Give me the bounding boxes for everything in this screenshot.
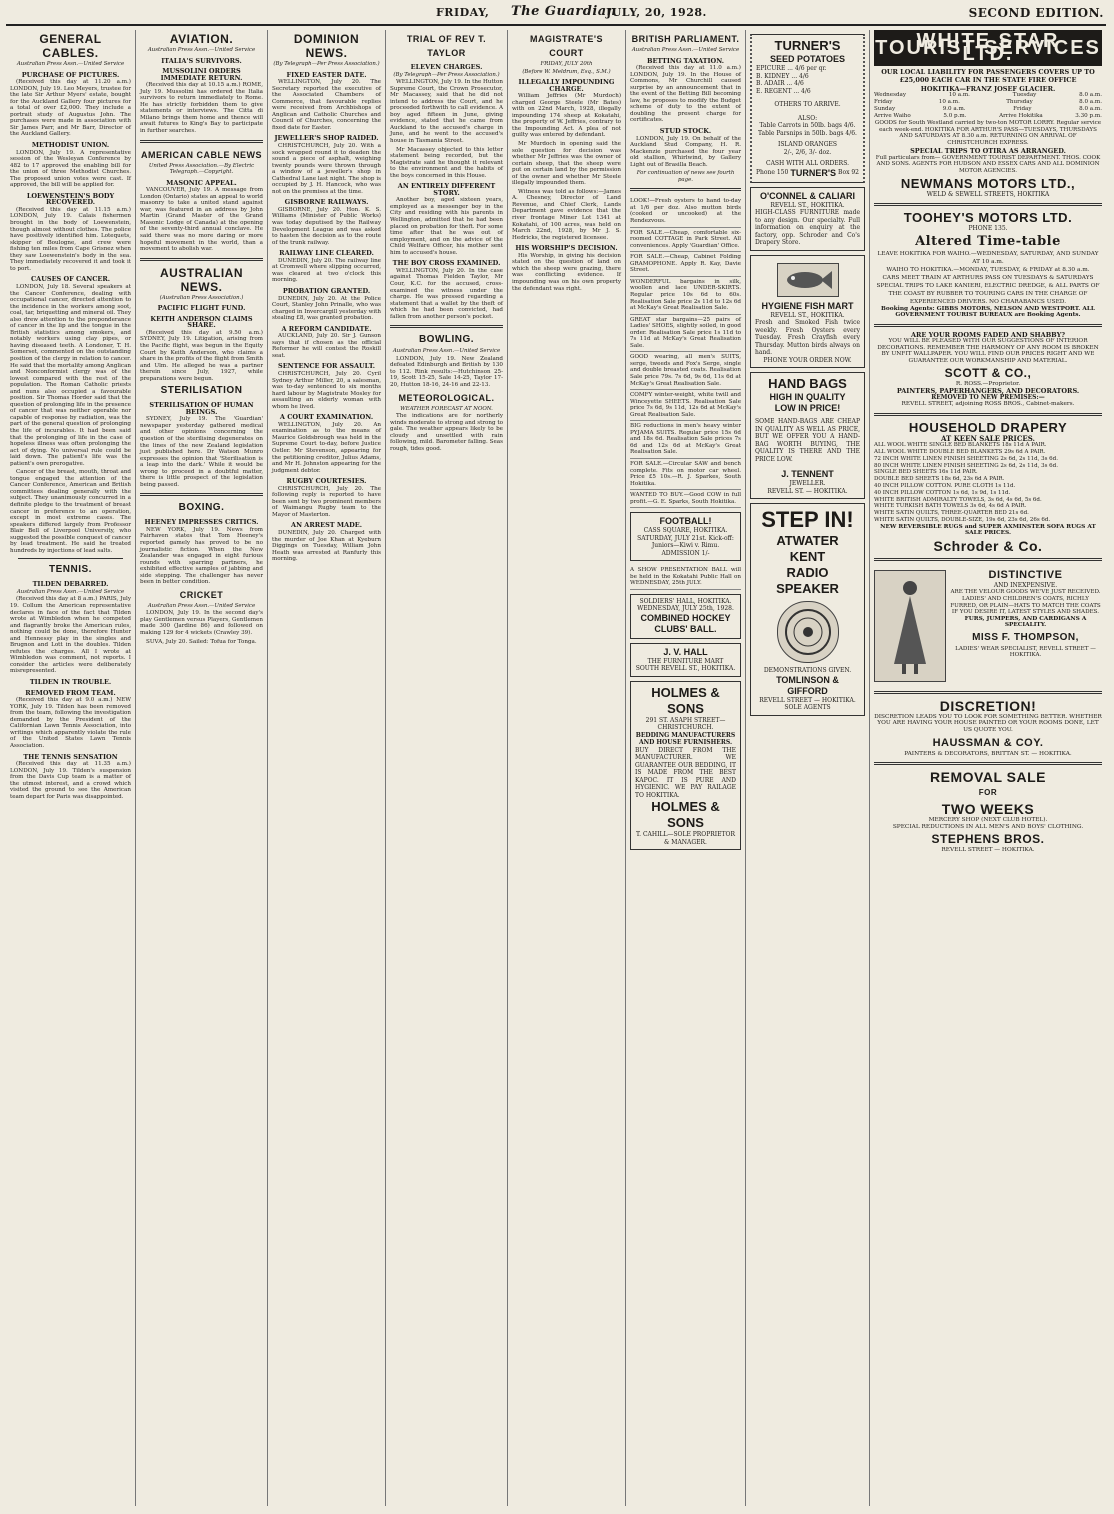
turner-oranges: ISLAND ORANGES [777, 141, 838, 148]
tennent-title: J. TENNENT [781, 469, 834, 479]
otira-text: SPECIAL TRIPS TO OTIRA AS ARRANGED. [910, 147, 1066, 156]
tomlinson-title: TOMLINSON & GIFFORD [776, 674, 839, 696]
story-text: SUVA, July 20. Sailed: Tofua for Tonga. [146, 638, 257, 645]
route-title: HOKITIKA—FRANZ JOSEF GLACIER. [920, 84, 1056, 93]
heading-magistrates-court: MAGISTRATE'S COURT [530, 34, 603, 58]
fish-text: Fresh and Smoked Fish twice weekly. Fresh Oysters every Tuesday. Fresh Crayfish every Thursday. Mutton birds always on hand. [755, 319, 860, 356]
drapery-item: WHITE TURKISH BATH TOWELS 3s 6d, 4s 6d A PAIR. [874, 503, 1027, 510]
tt-time: 9.0 a.m. [942, 106, 966, 113]
column-ads-motors [870, 30, 1106, 1506]
turner-item: B. ADAIR ... 4/6 [756, 80, 804, 87]
toohey-phone: PHONE 135. [968, 225, 1008, 233]
tennis-sensation: THE TENNIS SENSATION [23, 752, 118, 761]
fish-address: REVELL ST., HOKITIKA. [770, 311, 845, 319]
distinctive-title: DISTINCTIVE [988, 568, 1063, 581]
story-text: LONDON, July 19. In the second day's play Gentlemen versus Players, Gentlemen made 300 (Jardine 86) and followed on making 129 for 4 wickets (Crawley 39). [140, 610, 263, 636]
classified-ad: BIG reductions in men's heavy winter PYJAMA SUITS. Regular price 15s 6d and 18s 6d. Realisation Sale prices 7s 6d and 12s 6d at McKay's Great Realisation Sale. [630, 421, 741, 459]
classified-ad: GOOD wearing, all men's SUITS, serge, tweeds and Fox's Serge, single and double breasted coats. Realisation Sale price 79s. 7s 6d, 9s 6d, 11s 6d at McKay's Great Realisation Sale. [630, 352, 741, 390]
credit: (By Telegraph—Per Press Association.) [393, 71, 500, 78]
faded-text: YOU WILL BE PLEASED WITH OUR SUGGESTIONS OF INTERIOR DECORATIONS. REMEMBER THE HARMONY OF ANY ROOM IS BROKEN BY UNFIT WALLPAPER. YOU WILL FIND OUR PRICES RIGHT AND WE GUARANTEE OUR WORKMANSHIP AND MATERIAL. [877, 338, 1099, 364]
story-title: METHODIST UNION. [31, 141, 110, 150]
discretion-text: DISCRETION LEADS YOU TO LOOK FOR SOMETHING BETTER. WHETHER YOU ARE HAVING YOUR HOUSE PAINTED OR YOUR ROOMS DONE, LET US QUOTE YOU. [874, 713, 1102, 733]
story-text: GISBORNE, July 20. Hon. K. S. Williams (Minister of Public Works) was today deputised by the Railway Development League and was asked to hasten the decision as to the route of the trunk railway. [272, 206, 381, 246]
handbags-price: LOW IN PRICE! [774, 403, 841, 413]
heading-bowling: BOWLING. [418, 334, 475, 346]
tennis-text3: (Received this day at 11.35 a.m.) LONDON, July 19. Tilden's suspension from the Davis Cup team is a matter of the utmost interest, and a crowd which visited the ground to see the American team depart for Paris was disappointed. [10, 761, 131, 800]
story-text: William Jeffries (Mr Murdoch) charged George Steele (Mr Bates) with on 22nd March, 1928, illegally impounding 174 sheep at Kokatahi, the property of W. Jeffries, contrary to the Impounding Act. A plea of not guilty was entered by defendant. [512, 93, 621, 139]
holmes-foot: T. CAHILL—SOLE PROPRIETOR & MANAGER. [636, 831, 735, 846]
faded-title: ARE YOUR ROOMS FADED AND SHABBY? [910, 330, 1066, 339]
tt-day: Tuesday [1012, 92, 1037, 99]
story-text: (Received this day at 11.20 a.m.) LONDON, July 19. Leo Meyers, trustee for the late Sir Arthur Myers' estate, bought for the Auckland Gallery four pictures for a total of over £2,000. They include a portrait study of Augustus John. The purchases were made in association with Sir James Parr, and Mr Barr, Director of the Auckland Gallery. [10, 79, 131, 138]
credit: Australian Press Assn.—United Service [392, 348, 501, 355]
classified-ad: A SHOW PRESENTATION BALL will be held in the Kokatahi Public Hall on WEDNESDAY, 25th JULY. [630, 565, 741, 590]
tomlinson-sub: SOLE AGENTS [784, 704, 831, 711]
story-text: Another boy, aged sixteen years, employed as a messenger boy in the City and residing with his parents in Wellington, admitted that he had been placed on probation for theft. For some time after that he was out of employment, and on the advice of the Child Welfare Officer, his mother sent him to accused's house. [390, 197, 503, 256]
columns [6, 30, 1106, 1506]
credit: Australian Press Assn.—United Service [631, 47, 740, 53]
furs-text: FURS, JUMPERS, AND CARDIGANS A SPECIALITY. [964, 615, 1087, 629]
fashion-figure-icon [880, 576, 940, 676]
thompson-sub: LADIES' WEAR SPECIALIST, REVELL STREET — HOKITIKA. [955, 645, 1096, 659]
holmes-address: 291 ST. ASAPH STREET—CHRISTCHURCH. [645, 716, 726, 732]
classified-ad: WONDERFUL bargains in silk, woollen and lace UNDER-SKIRTS. Regular price 10s 6d to 60s. Realisation Sale price 2s 11d to 12s 6d at McKay's Great Realisation Sale. [630, 277, 741, 315]
heading-aviation: AVIATION. [169, 32, 234, 46]
story-title: KEITH ANDERSON CLAIMS SHARE. [150, 314, 253, 330]
turner-title: TURNER'S [790, 167, 836, 178]
hockey-title: COMBINED HOCKEY CLUBS' BALL. [640, 612, 731, 634]
tt-time: 8.0 a.m. [1079, 106, 1102, 113]
story-title: STUD STOCK. [659, 127, 712, 136]
haussman-sub: PAINTERS & DECORATORS, BRITTAN ST. — HOKITIKA. [904, 750, 1072, 757]
atwater-word: SPEAKER [776, 581, 839, 596]
story-text: Mr Macassey objected to this letter statement being recorded, but the Magistrate said he thought it relevant to the environment and the habits of the boys concerned in this House. [390, 146, 503, 179]
drapery-title: HOUSEHOLD DRAPERY [908, 419, 1068, 435]
masthead [6, 4, 1106, 26]
story-text: LONDON, July 19. A representative session of the Wesleyan Conference by 482 to 17 approved the enabling bill for the union of three Methodist Churches. The proposed union votes were cast. If approved, the bill will be applied for. [10, 149, 131, 189]
tt-day: Arrive Hokitika [999, 113, 1043, 120]
story-title: GISBORNE RAILWAYS. [284, 198, 369, 207]
holmes-trade: BEDDING MANUFACTURERS AND HOUSE FURNISHERS. [635, 731, 736, 747]
drapery-item: ALL WOOL WHITE SINGLE BED BLANKETS 18s 11d A PAIR. [874, 442, 1047, 449]
tennis-sub: TILDEN DEBARRED. [32, 580, 109, 589]
heading-american-cables: AMERICAN CABLE NEWS [141, 149, 262, 160]
tt-time: 3.30 p.m. [1075, 113, 1102, 120]
story-text: Mr Murdoch in opening said the sole question for decision was whether Mr Jeffries was the owner of certain sheep, that the sheep were put on certain land by the permission of the owner and whether Mr Steele illegally impounded them. [512, 141, 621, 187]
tt-time: 8.0 a.m. [1079, 92, 1102, 99]
credit: FRIDAY, JULY 20th [540, 61, 593, 67]
story-text: DUNEDIN, July 20. At the Police Court, Stanley John Prinalle, who was charged in Invercargill yesterday with stealing £8, was granted probation. [272, 295, 381, 322]
story-title: HEENEY IMPRESSES CRITICS. [144, 518, 259, 527]
masthead-edition: SECOND EDITION. [968, 6, 1104, 20]
column-taylor-trial [386, 30, 508, 1506]
atwater-word: KENT [789, 549, 826, 564]
tomlinson-address: REVELL STREET — HOKITIKA. [759, 696, 856, 704]
step-in-headline: STEP IN! [761, 507, 854, 532]
goods-text: GOODS for South Westland carried by two-ton MOTOR LORRY. Regular service each week-end. HOKITIKA FOR ARTHUR'S PASS—TUESDAYS, THURSDAYS AND SATURDAYS AT 8.30 a.m. RETURNING ON ARRIVAL OF CHRISTCHURCH EXPRESS. [874, 120, 1102, 146]
column-aviation [136, 30, 268, 1506]
drapery-item: ALL WOOL WHITE DOUBLE BED BLANKETS 29s 6d A PAIR. [874, 449, 1046, 456]
turner-also: ALSO: [797, 114, 818, 122]
story-text: CHRISTCHURCH, July 20. With a sock wrapped round it to deaden the sound a piece of asphalt, weighing twenty pounds were thrown through a window of a jeweller's shop in Cathedral Lane last night. The shop is occupied by J. H. Hancock, who was not on the premises at the time. [272, 143, 381, 195]
story-title: BETTING TAXATION. [646, 56, 725, 65]
tt-day: Sunday [874, 106, 896, 113]
classified-ad: WANTED TO BUY.—Good COW in full profit.—G. E. Sparks, South Hokitika. [630, 490, 741, 508]
classified-ad: FOR SALE.—Circular SAW and bench complete. Fits on motor car wheel. Price £5 10s.—R. J. Sparkes, South Hokitika. [630, 459, 741, 490]
turner-also-text: Table Carrots in 50lb. bags 4/6. Table Parsnips in 50lb. bags 4/6. [758, 122, 857, 137]
haussman-title: HAUSSMAN & COY. [932, 736, 1044, 749]
story-title: MASONIC APPEAL. [166, 178, 237, 187]
removal-special: SPECIAL REDUCTIONS IN ALL MEN'S AND BOYS' CLOTHING. [892, 823, 1084, 830]
speaker-icon [783, 607, 833, 657]
handbags-title: HAND BAGS [768, 376, 847, 391]
heading-taylor-trial: TRIAL OF REV T. TAYLOR [406, 34, 487, 58]
hall-sub: THE FURNITURE MART [647, 657, 724, 665]
story-title: ELEVEN CHARGES. [410, 63, 483, 71]
tennent-sub: JEWELLER. [789, 480, 826, 487]
football-ground: CASS SQUARE, HOKITIKA. [643, 527, 728, 535]
scott-address: REVELL STREET, adjoining ROSS BROS., Cabinet-makers. [901, 401, 1075, 408]
heading-british-parliament: BRITISH PARLIAMENT. [631, 34, 740, 44]
liability-text: OUR LOCAL LIABILITY FOR PASSENGERS COVERS UP TO £25,000 EACH CAR IN THE STATE FIRE OFFICE [881, 67, 1095, 84]
tt-day: Wednesday [874, 92, 907, 99]
turner-phone: Phone 150 [756, 169, 789, 177]
story-title: A COURT EXAMINATION. [279, 413, 374, 422]
story-title: CAUSES OF CANCER. [31, 275, 110, 284]
masthead-title: The Guardian [511, 4, 617, 19]
tennis-text2: (Received this day at 9.0 a.m.) NEW YORK, July 19. Tilden has been removed from the team, following the investigation demanded by the President of the Californian Lawn Tennis Association, into writings which apparently violate the rule of the United States Lawn Tennis Association. [10, 697, 131, 749]
oconnel-text: HIGH-CLASS FURNITURE made to any design. Our specialty. Full information on enquiry at the factory, opp. Schroder and Co's Drapery Store. [755, 209, 860, 246]
drapery-item: WHITE SATIN QUILTS, DOUBLE-SIZE, 19s 6d, 23s 6d, 26s 6d. [874, 516, 1051, 523]
tt-day: Friday [874, 99, 893, 106]
story-title: ITALIA'S SURVIVORS. [161, 56, 242, 65]
heading-cricket: CRICKET [179, 589, 224, 600]
story-title: A REFORM CANDIDATE. [281, 324, 372, 333]
drapery-item: WHITE BRITISH ADMIRALTY TOWELS, 3s 6d, 4s 6d, 5s 6d. [874, 496, 1042, 503]
credit: Australian Press Assn.—United Service [16, 61, 125, 67]
toohey-tt: WAIHO TO HOKITIKA.—MONDAY, TUESDAY, & FRIDAY at 8.30 a.m. [886, 266, 1090, 273]
radio-demo: DEMONSTRATIONS GIVEN. [763, 667, 852, 674]
tt-time: 10 a.m. [948, 92, 970, 99]
story-title: FIXED EASTER DATE. [286, 70, 367, 79]
heading-meteorological: METEOROLOGICAL. [398, 392, 495, 403]
holmes-ad [630, 681, 741, 851]
credit: Australian Press Assn.—United Service [147, 602, 256, 609]
story-title: ILLEGALLY IMPOUNDING CHARGE. [518, 78, 615, 93]
story-title: LOEWENSTEIN'S BODY RECOVERED. [26, 191, 115, 207]
story-text: WELLINGTON, July 19. In the Hutton Supreme Court, the Crown Prosecutor, Mr Macassey, said that he did not intend to address the Court, and he proceeded forthwith to call evidence. A boy aged fifteen in June, giving evidence, stated that he came from Auckland to the accused's charge in June, and he went to the accused's house in Tasmania Street. [390, 79, 503, 145]
scott-trade: PAINTERS, PAPERHANGERS, AND DECORATORS. [896, 387, 1080, 396]
oconnel-address: REVELL ST., HOKITIKA. [770, 201, 845, 209]
stephens-address: REVELL STREET — HOKITIKA. [941, 847, 1035, 854]
story-text: (Received this day at 10.15 a.m.) ROME, July 19. Mussolini has ordered the Italia survivors to return immediately to Rome. He has strictly forbidden them to give statements or interviews. The Citta di Milano brings them home and thence will await futures to King's Bay to participate in further searches. [140, 82, 263, 135]
drapery-item: 40 INCH PILLOW COTTON 1s 6d, 1s 9d, 1s 11d. [874, 489, 1011, 496]
oconnel-ad [750, 187, 865, 251]
tt-time: 8.0 a.m. [1079, 99, 1102, 106]
tennis-trouble: TILDEN IN TROUBLE. [29, 678, 112, 687]
story-text: (Received this day at 11.15 a.m.) LONDON, July 19. Calais fishermen brought in the body of Loewenstein, though almost without clothes. The police have positively identified him. Lotequets, skipper of Boulogne, and crew were fishing ten miles from Cape Grisnez when they saw Loewenstein's body in the sea. They immediately recovered it and took it to port. [10, 206, 131, 272]
turner-item: B. KIDNEY ... 4/6 [756, 72, 809, 80]
heading-dominion-news: DOMINION NEWS. [293, 32, 360, 60]
classified-ad: FOR SALE.—Cheap, comfortable six-roomed COTTAGE in Park Street. All conveniences. Apply 'Guardian' Office. [630, 228, 741, 253]
credit: (By Telegraph—Per Press Association.) [273, 61, 380, 67]
heading-tennis: TENNIS. [49, 564, 92, 576]
turner-item: EPICURE ... 4/6 per qr. [756, 65, 827, 72]
football-text: SATURDAY, JULY 21st. Kick-off: Juniors—Kiwi v. Rimu. ADMISSION 1/- [637, 534, 734, 557]
drapery-list [874, 442, 1102, 524]
holmes-title: HOLMES & SONS [651, 799, 720, 831]
white-star-timetable [874, 92, 1102, 120]
radio-ad [750, 503, 865, 716]
hockey-ad [630, 594, 741, 639]
hall-ad [630, 643, 741, 677]
story-text: (Received this day at 11.0 a.m.) LONDON, July 19. In the House of Commons, Mr Churchill caused surprise by an announcement that in the event of the Betting Bill becoming law, he proposes to modify the Budget scheme of duty to the extent of doubling the present charge for certificates. [630, 65, 741, 124]
fish-illustration [777, 263, 839, 297]
fish-phone: PHONE YOUR ORDER NOW. [763, 356, 852, 364]
story-title: PROBATION GRANTED. [282, 286, 371, 295]
story-text: (Received this day at 9.50 a.m.) SYDNEY, July 19. Litigation, arising from the Pacific flight, was begun in the Equity Court by Keith Anderson, who claims a share in the profits of the flight from Smith and Ulm. He alleged he was a partner therein since July, 1927, while preparations were begun. [140, 329, 263, 382]
story-title: MUSSOLINI ORDERS IMMEDIATE RETURN. [160, 67, 243, 82]
scott-removed: REMOVED TO NEW PREMISES:— [931, 393, 1045, 401]
holmes-title: HOLMES & SONS [651, 684, 720, 716]
stephens-title: STEPHENS BROS. [931, 832, 1045, 847]
fashion-illustration [874, 570, 946, 682]
handbags-quality: HIGH IN QUALITY [769, 392, 846, 402]
story-title: RUGBY COURTESIES. [286, 477, 367, 486]
toohey-tt: SPECIAL TRIPS TO LAKE KANIERI, ELECTRIC DREDGE, & ALL PARTS OF THE COAST BY RUBBER TO TOURING CARS IN THE CHARGE OF EXPERIENCED DRIVERS. NO CHARABANCS USED. [876, 282, 1100, 305]
inexpensive-sub: AND INEXPENSIVE. [993, 581, 1058, 589]
turner-cash: CASH WITH ALL ORDERS. [765, 160, 849, 167]
fish-ad [750, 255, 865, 369]
speaker-illustration [777, 601, 839, 663]
credit: (Before W. Meldrum, Esq., S.M.) [522, 68, 611, 75]
classified-ad: LOOK!—Fresh oysters to hand to-day at 1/6 per doz. Also mutton birds (cooked or uncooked) at the Rendezvous. [630, 196, 741, 227]
fish-icon [783, 268, 833, 292]
credit: (Australian Press Association.) [159, 294, 244, 301]
tt-day: Thursday [1006, 99, 1033, 106]
column-dominion-news [268, 30, 386, 1506]
story-text: The indications are for northerly winds moderate to strong and strong to gale. The weather appears likely to be cloudy and unsettled with rain following, mild. Barometer falling. Seas rough, tides good. [390, 413, 503, 452]
story-text: WELLINGTON, July 20. The Secretary reported the executive of the Associated Chambers of Commerce, that favourable replies were received from Archbishops of Anglican and Catholic Churches and Council of Churches, concerning the fixed date for Easter. [272, 79, 381, 131]
heading-australian-news: AUSTRALIAN NEWS. [160, 265, 243, 294]
story-text: NEW YORK, July 19. News from Fairhaven states that Tom Heeney's reported gamely has proved to be no journalistic fiction. When the New Zealander was engaged in eight furious rounds with sparring partners, he exhibited effective samples of jabbing and side stepping. The challenger has never been in better condition. [140, 526, 263, 586]
football-ad [630, 512, 741, 561]
fish-title: HYGIENE FISH MART [761, 300, 854, 311]
story-text: VANCOUVER, July 19. A message from London (Ontario) states an appeal to world masonry to take a united stand against war, was featured in an address by John Martin (Grand Master of the Grand Masonic Lodge of Canada) at the opening of the seventy-third annual conclave. He said there was no more daring or more hopeful movement in the world, than a movement to abolish war. [140, 187, 263, 253]
drapery-item: SINGLE BED SHEETS 16s 11d PAIR. [874, 469, 978, 476]
football-title: FOOTBALL! [659, 516, 712, 527]
drapery-item: 40 INCH PILLOW COTTON. PURE CLOTH 1s 11d. [874, 483, 1016, 489]
hall-address: SOUTH REVELL ST., HOKITIKA. [635, 665, 736, 673]
story-title: AN ENTIRELY DIFFERENT STORY. [397, 182, 496, 197]
footnote: For continuation of news see fourth page. [636, 170, 735, 183]
story-title: JEWELLER'S SHOP RAIDED. [274, 134, 379, 143]
masthead-day: FRIDAY, [436, 6, 490, 19]
atwater-word: RADIO [786, 565, 829, 580]
altered-timetable: Altered Time-table [915, 233, 1061, 249]
story-text: LONDON, July 19. New Zealand defeated Edinburgh and British by 130 to 112. Rink results:—Hutchinson 25-19, Scott 15-25, Sale 14-25, Taylor 17-20, Hutton 18-16, 24-16 and 22-13. [390, 355, 503, 388]
newspaper-page [6, 4, 1106, 1508]
tennis-credit: Australian Press Assn.—United Service [16, 588, 125, 595]
drapery-sub: AT KEEN SALE PRICES. [941, 433, 1035, 443]
column-magistrates-court [508, 30, 626, 1506]
story-text: WELLINGTON, July 20. An examination as to the means of Maurice Goldsbrough was held in the Supreme Court to-day, before Justice Ostler. Mr Stevenson, appearing for the petitioning creditor, Julius Adams, and Mr H. Johnston appearing for the judgment debtor. [272, 421, 381, 474]
hall-title: J. V. HALL [663, 646, 708, 657]
newmans-title: NEWMANS MOTORS LTD., [900, 175, 1076, 191]
removal-for: FOR [978, 788, 998, 798]
atwater-word: ATWATER [776, 533, 839, 548]
drapery-rugs: NEW REVERSIBLE RUGS and SUPER AXMINSTER SOFA RUGS AT SALE PRICES. [880, 523, 1096, 537]
heading-boxing: BOXING. [178, 502, 225, 514]
drapery-item: 80 INCH WHITE LINEN FINISH SHEETING 2s 6d, 2s 11d, 3s 6d. [874, 462, 1058, 469]
tt-day: Arrive Waiho [874, 113, 911, 120]
handbags-ad [750, 372, 865, 499]
story-title: PURCHASE OF PICTURES. [21, 70, 120, 79]
tt-time: 5.0 p.m. [943, 113, 967, 120]
white-star-banner: WHITE STAR TOURIST SERVICES LTD. [875, 30, 1101, 66]
story-title: SENTENCE FOR ASSAULT. [278, 362, 375, 371]
turner-item: E. REGENT ... 4/6 [756, 87, 811, 95]
story-text: WELLINGTON, July 20. In the case against Thomas Fielden Taylor, Mr Cour, K.C. for the accused, cross-examined the witness under the charge. He was pressed regarding a statement that a wallet by the theft of which he had been convicted, had fallen from another person's pocket. [390, 267, 503, 320]
story-title: RAILWAY LINE CLEARED. [279, 249, 374, 258]
story-text: DUNEDIN, July 20. Charged with the murder of Joe Khan at Kyeburn Diggings on Tuesday, William John Heath was arrested at Ranfurly this morning. [272, 530, 381, 563]
story-text: AUCKLAND, July 20. Sir J. Gunson says that if chosen as the official Reformer he will contest the Roskill seat. [272, 333, 381, 359]
handbags-text: SOME HAND-BAGS ARE CHEAP IN QUALITY AS WELL AS PRICE, BUT WE OFFER YOU A HAND-BAG WORTH BUYING, THE QUALITY IS THERE AND THE PRICE LOW. [755, 418, 860, 463]
story-title: THE BOY CROSS EXAMINED. [392, 259, 501, 268]
hockey-date: WEDNESDAY, JULY 25th, 1928. [637, 605, 734, 613]
column-british-parliament [626, 30, 746, 1506]
credit: WEATHER FORECAST AT NOON. [400, 405, 493, 412]
classified-ad: FOR SALE.—Cheap, Cabinet Folding GRAMOPHONE. Apply R. Kay, Davie Street. [630, 252, 741, 277]
discretion-title: DISCRETION! [939, 697, 1037, 714]
tennent-address: REVELL ST. — HOKITIKA. [767, 487, 848, 495]
story-title: HIS WORSHIP'S DECISION. [515, 244, 618, 253]
tt-time: 10 a.m. [938, 99, 960, 106]
scott-prop: R. ROSS.—Proprietor. [955, 381, 1021, 388]
classified-ad: COMFY winter-weight, white twill and Winceyette SHEETS. Realisation Sale price 7s 6d, 9s 11d, 12s 6d at McKay's Great Realisation Sale. [630, 390, 741, 421]
story-text: LONDON, July 18. Several speakers at the Cancer Conference, dealing with occupational cancer, directed attention to the incidence in the workers among soot, coal, tar, briquetting and mineral oil. They also drew attention to the preponderance of cancer in the lip and the tongue in the British statistics among smokers, and notably workers using clay pipes, or having diseased teeth. A Londoner, T. H. Somerset, commented on the outstanding position of the clergy in relation to cancer. He said that the mortality among Anglican and Nonconformist clergy was of the lowest compared with the rest of the population. The Roman Catholic priests and nuns also occupied a favourable position. Sir Thomas Horder said that the question of prolonging life in the presence of cancer that was neither operable nor capable of response by radiation, was the part of the general question of prolonging the life of incurables. It had been said that the prolonging of life in the case of hopeless illness was often prolonging the act of dying. No universal rule could be laid down. The patient's life was the patient's own prerogative. [10, 283, 132, 467]
booking-text: Booking Agents: GIBBS MOTORS, NELSON AND WESTPORT. ALL GOVERNMENT TOURIST BUREAUX are Booking Agents. [880, 305, 1095, 319]
story-text: LONDON, July 19. On behalf of the Auckland Stud Company, H. R. Mackenzie purchased the four year old stallion, Whirlwind, by Gallery Light out of Brasilla Beach. [630, 135, 741, 168]
column-ads-local [746, 30, 870, 1506]
turner-oranges-price: 2/-, 2/6, 3/- doz. [783, 148, 832, 156]
story-text: His Worship, in giving his decision stated on the question of land on which the sheep were grazing, there was conflicting evidence. If impounding was on his own property the defendant was right. [512, 252, 621, 292]
masthead-date: JULY, 20, 1928. [606, 6, 707, 19]
story-text: CHRISTCHURCH, July 20. Cyril Sydney Arthur Miller, 20, a salesman, was to-day sentenced to six months hard labour by Magistrate Mosley for assaulting an elderly woman with whom he lived. [272, 370, 381, 410]
thompson-title: MISS F. THOMPSON, [972, 631, 1079, 643]
scott-title: SCOTT & CO., [944, 366, 1032, 381]
story-title: PACIFIC FLIGHT FUND. [157, 304, 246, 313]
removal-weeks: TWO WEEKS [941, 801, 1035, 818]
story-title: STERILISATION OF HUMAN BEINGS. [149, 401, 254, 416]
classified-ad: GREAT star bargains—25 pairs of Ladies' SHOES, slightly soiled, in good order. Realisation Sale price 1s 11d to 7s 11d at McKay's Great Realisation Sale. [630, 315, 741, 353]
turner-sub: SEED POTATOES [769, 54, 845, 64]
story-text: Cancer of the breast, mouth, throat and tongue engaged the attention of the Cancer Conference, American and British committees dealing generally with the subject. They unanimously concurred in a definite pledge to the treatment of breast cancer in preference to an operation, except in most extreme cases. The speakers differed largely from Professor Blair Bell of Liverpool University, who suggested the possible conquest of cancer by lead treatment. He said he treated hundreds by injections of lead salts. [10, 469, 131, 554]
credit: Australian Press Assn.—United Service [147, 47, 256, 53]
tennis-text: (Received this day at 8 a.m.) PARIS, July 19. Collum the American representative declares in face of the fact that Tilden wrote at Wimbledon when he competed and flagrantly broke the American rules, nothing could be done, therefore Hunter and Hennessy play in the singles and Brugnon and Lott in the doubles. Tilden refutes the charges. All I wrote at Wimbledon was comment, not reports. I consider the articles were deliberately misrepresented. [10, 596, 131, 675]
heading-general-cables: GENERAL CABLES. [39, 32, 102, 60]
removal-mercery: MERCERY SHOP (NEXT CLUB HOTEL). [928, 817, 1048, 824]
story-text: CHRISTCHURCH, July 20. The following reply is reported to have been sent by two prominent members of Waimangu Rugby team to the Mayor of Masterton. [272, 485, 381, 518]
toohey-tt: CARS MEET TRAIN AT ARTHURS PASS ON TUESDAYS & SATURDAYS [882, 274, 1094, 281]
turner-ad [750, 34, 865, 183]
schroder-title: Schroder & Co. [933, 537, 1043, 554]
holmes-text: BUY DIRECT FROM THE MANUFACTURER. WE GUARANTEE OUR BEDDING, IT IS MADE FROM THE BEST KAPOC. IT IS PURE AND HYGIENIC. WE PAY RAILAGE TO HOKITIKA. [635, 746, 736, 799]
column-general-cables [6, 30, 136, 1506]
story-text: DUNEDIN, July 20. The railway line at Cromwell where slipping occurred, was cleared at two o'clock this morning. [272, 257, 381, 284]
bureau-text: Full particulars from— GOVERNMENT TOURIST DEPARTMENT. THOS. COOK AND SONS. AGENTS FOR HUDSON AND ESSEX CARS AND ALL DOMINION MOTOR AGENCIES. [875, 154, 1101, 175]
tt-day: Friday [1013, 106, 1032, 113]
toohey-tt: LEAVE HOKITIKA FOR WAIHO.—WEDNESDAY, SATURDAY, AND SUNDAY AT 10 a.m. [877, 250, 1099, 265]
drapery-item: DOUBLE BED SHEETS 18s 6d, 23s 6d A PAIR. [874, 476, 1005, 483]
tennis-removed: REMOVED FROM TEAM. [25, 688, 116, 697]
heading-sterilisation: STERILISATION [160, 385, 243, 397]
turner-others: OTHERS TO ARRIVE. [774, 101, 841, 108]
hockey-venue: SOLDIERS' HALL, HOKITIKA. [639, 597, 732, 605]
oconnel-title: O'CONNEL & CALIARI [760, 190, 855, 201]
velour-text: ARE THE VELOUR GOODS WE'VE JUST RECEIVED. LADIES' AND CHILDREN'S COATS, RICHLY FURRED, OR PLAIN—HATS TO MATCH THE COATS IF YOU DESIRE IT, LATEST STYLES AND SHADES. [950, 589, 1101, 616]
drapery-item: WHITE SATIN QUILTS, THREE-QUARTER BED 21s 6d. [874, 510, 1029, 517]
removal-title: REMOVAL SALE [930, 769, 1046, 786]
toohey-title: TOOHEY'S MOTORS LTD. [903, 210, 1073, 226]
turner-box: Box 92 [838, 169, 859, 177]
newmans-address: WELD & SEWELL STREETS, HOKITIKA [926, 190, 1050, 198]
drapery-item: 72 INCH WHITE LINEN FINISH SHEETING 2s 6d, 2s 11d, 3s 6d. [874, 455, 1058, 462]
story-text: Witness was told as follows:—James A. Chesney, Director of Land Revenue, and Chief Clerk, Lands Department gave evidence that the river frontage Miner Lot 1341 at Kokatahi, of 100 acres, was held on March 22nd, 1928, by Mr J. S. Hedricks, the registered licensee. [512, 188, 621, 241]
story-text: SYDNEY, July 19. The 'Guardian' newspaper yesterday gathered medical and other opinions concerning the question of the sterilising degenerates on the lines of the new Zealand legislation just published here. Dr Watson Munro expresses the opinion that 'Sterilisation is a leap into the dark.' While it would be wrong to proceed in a doubtful matter, there is little prospect of the legislation being passed. [140, 416, 263, 488]
credit: United Press Association.—By Electric Telegraph.—Copyright. [148, 162, 255, 176]
story-title: AN ARREST MADE. [291, 521, 362, 530]
turner-title: TURNER'S [774, 38, 841, 53]
